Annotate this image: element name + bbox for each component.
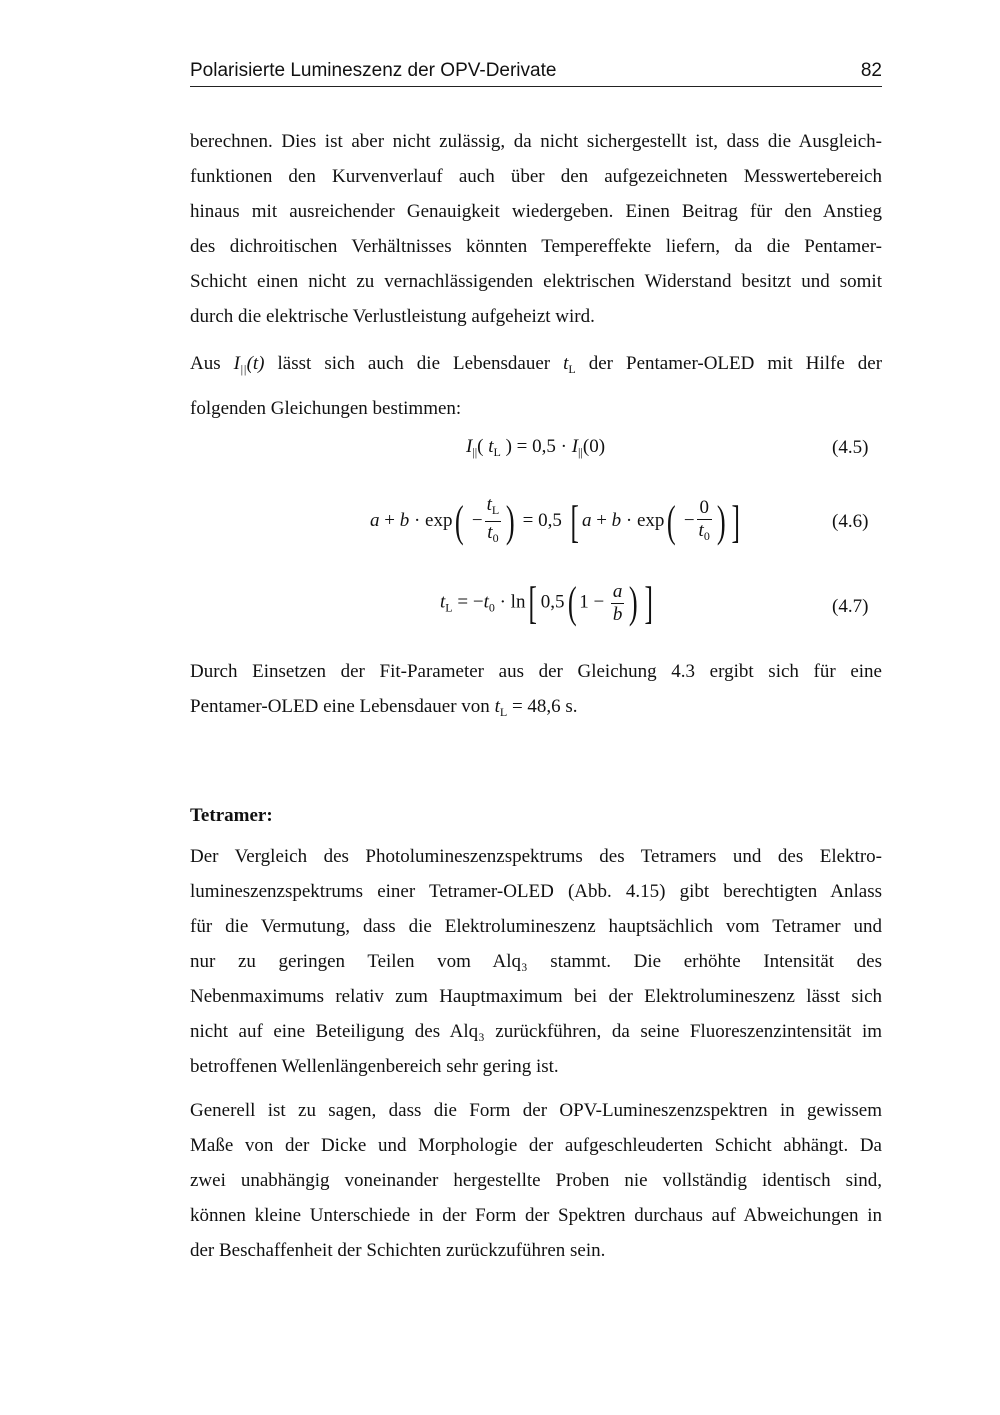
text-line: durch die elektrische Verlustleistung aufgeheizt wird. — [190, 306, 595, 327]
text-line: Maße von der Dicke und Morphologie der aufgeschleuderten Schicht abhängt. Da — [190, 1135, 882, 1156]
text-fragment: = 48,6 s. — [511, 696, 578, 717]
text-line: berechnen. Dies ist aber nicht zulässig, da nicht sichergestellt ist, dass die Ausgleich- — [190, 131, 882, 152]
equation-number: (4.6) — [832, 511, 869, 532]
intensity-symbol: $I_{||}(t)$ — [233, 353, 265, 376]
page-number: 82 — [860, 60, 882, 81]
section-heading: Tetramer: — [190, 805, 273, 826]
paragraph-intro — [190, 124, 882, 334]
equation-4-7: $t_L = -t_0 \cdot \ln$[ 0,5( 1 − $\frac{a}{b}$ ) ] — [440, 577, 653, 628]
text-line: lumineszenzspektrums einer Tetramer-OLED (Abb. 4.15) gibt berechtigten Anlass — [190, 881, 882, 902]
paragraph-result — [190, 654, 882, 730]
equation-number: (4.7) — [832, 596, 869, 617]
text-line: funktionen den Kurvenverlauf auch über den aufgezeichneten Messwertebereich — [190, 166, 882, 187]
paragraph-general — [190, 1093, 882, 1268]
page-header — [190, 60, 882, 87]
text-line: Nebenmaximums relativ zum Hauptmaximum bei der Elektrolumineszenz lässt sich — [190, 986, 882, 1007]
text-line: Generell ist zu sagen, dass die Form der OPV-Lumineszenzspektren in gewissem — [190, 1100, 882, 1121]
text-line: können kleine Unterschiede in der Form der Spektren durchaus auf Abweichungen in — [190, 1205, 882, 1226]
text-line: Durch Einsetzen der Fit-Parameter aus der Gleichung 4.3 ergibt sich für eine — [190, 661, 882, 682]
text-line — [190, 689, 882, 730]
text-fragment: der Pentamer-OLED mit Hilfe der — [588, 353, 883, 374]
paragraph-tetramer — [190, 839, 882, 1084]
text-fragment: lässt sich auch die Lebensdauer — [277, 353, 551, 374]
equation-4-5: $I_{||}$( $t_L$ ) = $0,5 \cdot I_{||}(0)$ — [466, 436, 606, 459]
text-fragment: Pentamer-OLED eine Lebensdauer von — [190, 696, 490, 717]
equation-number: (4.5) — [832, 437, 869, 458]
lifetime-symbol: $t_L$ — [494, 696, 508, 719]
text-line: des dichroitischen Verhältnisses könnten Tempereffekte liefern, da die Pentamer- — [190, 236, 882, 257]
text-line: der Beschaffenheit der Schichten zurückzuführen sein. — [190, 1240, 606, 1261]
lifetime-symbol: $t_L$ — [563, 353, 576, 376]
text-line: folgenden Gleichungen bestimmen: — [190, 398, 462, 419]
running-title: Polarisierte Lumineszenz der OPV-Derivate — [190, 60, 557, 81]
text-line: Der Vergleich des Photolumineszenzspektrums des Tetramers und des Elektro- — [190, 846, 882, 867]
text-line: hinaus mit ausreichender Genauigkeit wiedergeben. Einen Beitrag für den Anstieg — [190, 201, 882, 222]
text-line: für die Vermutung, dass die Elektrolumineszenz hauptsächlich vom Tetramer und — [190, 916, 882, 937]
word-aus: Aus — [190, 353, 221, 374]
text-line: nur zu geringen Teilen vom Alq₃ stammt. Die erhöhte Intensität des — [190, 951, 882, 972]
text-line: Schicht einen nicht zu vernachlässigenden elektrischen Widerstand besitzt und somit — [190, 271, 882, 292]
text-line — [190, 344, 882, 389]
equation-4-6: a + b · exp( − $\frac{t_L}{t_0}$ ) = 0,5 [ a + b · exp( − $\frac{0}{t_0}$ ) ] — [370, 494, 741, 547]
text-line: zwei unabhängig voneinander hergestellte Proben nie vollständig identisch sind, — [190, 1170, 882, 1191]
text-line: betroffenen Wellenlängenbereich sehr gering ist. — [190, 1056, 559, 1077]
paragraph-lifetime — [190, 344, 882, 429]
text-line: nicht auf eine Beteiligung des Alq₃ zurückführen, da seine Fluoreszenzintensität im — [190, 1021, 882, 1042]
